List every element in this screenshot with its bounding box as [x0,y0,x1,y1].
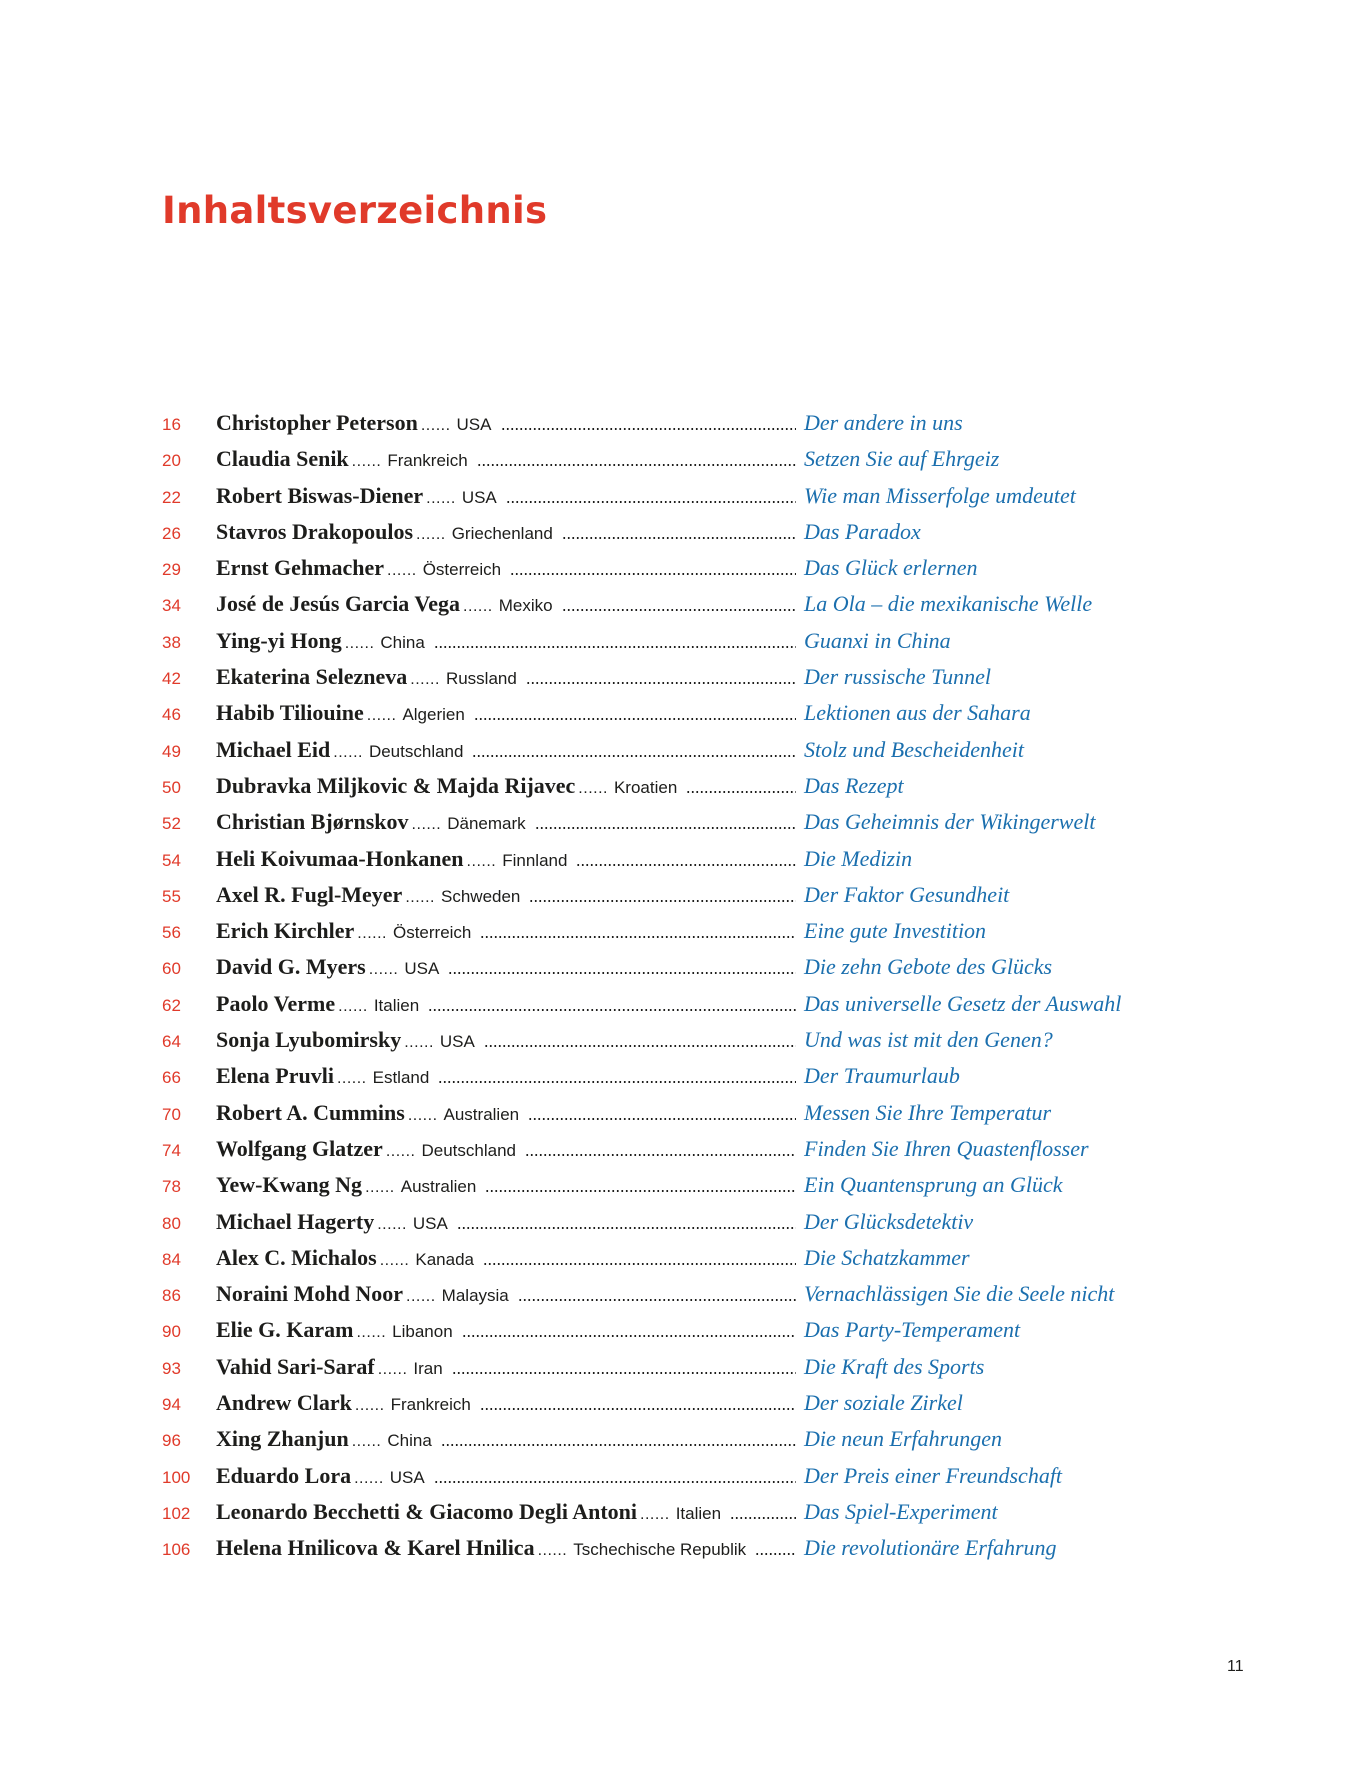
toc-author: Noraini Mohd Noor [216,1281,403,1307]
toc-author: José de Jesús Garcia Vega [216,591,461,617]
toc-author: Christian Bjørnskov [216,809,409,835]
toc-chapter-title: Wie man Misserfolge umdeutet [804,482,1076,508]
toc-page-number: 34 [162,596,181,616]
toc-chapter-title: Guanxi in China [804,627,951,653]
toc-country: Libanon [392,1322,453,1342]
toc-author-block [216,1281,798,1307]
toc-page-number: 74 [162,1140,181,1160]
toc-chapter-title: Das Paradox [804,518,921,544]
toc-page-number: 102 [162,1503,191,1523]
toc-author-block [216,1535,798,1561]
toc-separator: ...... [410,671,440,689]
toc-author-block [216,1100,798,1126]
toc-dot-leader [457,1227,796,1229]
toc-separator: ...... [407,1106,438,1124]
toc-dot-leader [518,1299,796,1301]
toc-country: Algerien [402,705,465,725]
toc-author: Ekaterina Selezneva [216,664,408,690]
toc-author: Robert A. Cummins [216,1099,405,1125]
toc-dot-leader [480,936,796,938]
toc-country: Deutschland [421,1140,516,1160]
toc-dot-leader [529,900,796,902]
toc-country: Kroatien [613,777,678,797]
toc-country: Dänemark [447,814,526,834]
toc-author: Claudia Senik [216,446,349,472]
toc-chapter-title: Die Schatzkammer [804,1244,970,1270]
toc-page-number: 86 [162,1286,181,1306]
toc-author-block [216,1245,798,1271]
toc-page-number: 93 [162,1358,181,1378]
toc-author-block [216,1354,798,1380]
toc-entry[interactable] [162,483,1122,519]
toc-chapter-title: Die revolutionäre Erfahrung [804,1535,1057,1561]
toc-page-number: 96 [162,1431,181,1451]
toc-entry[interactable] [162,1317,1122,1353]
toc-chapter-title: Stolz und Bescheidenheit [804,736,1024,762]
toc-author-block [216,1063,798,1089]
toc-separator: ...... [354,1397,385,1415]
toc-chapter-title: Das Party-Temperament [804,1317,1021,1343]
toc-dot-leader [438,1081,796,1083]
toc-dot-leader [434,1481,796,1483]
toc-entry[interactable] [162,1245,1122,1281]
toc-dot-leader [526,682,796,684]
toc-entry[interactable] [162,1136,1122,1172]
toc-separator: ...... [365,1179,395,1197]
toc-separator: ...... [406,1288,436,1306]
toc-country: China [380,632,425,652]
toc-separator: ...... [377,1215,407,1233]
toc-entry[interactable] [162,1100,1122,1136]
toc-author-block [216,1390,798,1416]
toc-author-block [216,773,798,799]
toc-author: Robert Biswas-Diener [216,482,424,508]
toc-page-number: 60 [162,959,181,979]
toc-author-block [216,991,798,1017]
toc-country: Australien [400,1177,477,1197]
toc-page-number: 100 [162,1467,191,1487]
toc-entry[interactable] [162,664,1122,700]
toc-author: Erich Kirchler [216,918,355,944]
toc-page-number: 20 [162,451,181,471]
toc-separator: ...... [344,634,375,652]
toc-dot-leader [484,1045,796,1047]
toc-entry[interactable] [162,628,1122,664]
toc-chapter-title: Die zehn Gebote des Glücks [804,954,1053,980]
toc-entry[interactable] [162,519,1122,555]
toc-country: Tschechische Republik [573,1540,747,1560]
toc-entry[interactable] [162,1535,1122,1571]
toc-entry[interactable] [162,809,1122,845]
toc-dot-leader [485,1190,796,1192]
toc-page-number: 46 [162,705,181,725]
toc-author-block [216,1499,798,1525]
toc-dot-leader [428,1009,796,1011]
toc-separator: ...... [463,598,493,616]
toc-country: Österreich [392,923,472,943]
toc-author-block [216,954,798,980]
toc-separator: ...... [333,743,363,761]
toc-author-block [216,846,798,872]
toc-country: Italien [373,995,420,1015]
toc-country: China [387,1431,432,1451]
toc-entry[interactable] [162,700,1122,736]
toc-country: Estland [372,1068,430,1088]
toc-page-number: 16 [162,415,181,434]
toc-author: Alex C. Michalos [216,1244,377,1270]
toc-author: Michael Hagerty [216,1208,375,1234]
toc-dot-leader [755,1553,796,1555]
toc-author: Michael Eid [216,736,331,762]
toc-page-number: 42 [162,669,181,689]
toc-chapter-title: Die neun Erfahrungen [804,1426,1002,1452]
toc-author-block [216,1463,798,1489]
toc-country: Iran [413,1358,443,1378]
toc-chapter-title: Das Glück erlernen [804,555,978,581]
toc-entry[interactable] [162,918,1122,954]
toc-dot-leader [441,1444,796,1446]
toc-author: Stavros Drakopoulos [216,518,414,544]
toc-country: Österreich [422,560,502,580]
toc-author-block [216,1136,798,1162]
toc-separator: ...... [351,453,382,471]
toc-entry[interactable] [162,1281,1122,1317]
toc-dot-leader [576,864,796,866]
toc-author-block [216,1172,798,1198]
toc-dot-leader [501,428,797,430]
toc-chapter-title: Der andere in uns [804,410,963,435]
toc-chapter-title: Das Rezept [804,772,904,798]
toc-entry[interactable] [162,737,1122,773]
toc-author: Heli Koivumaa-Honkanen [216,845,464,871]
toc-chapter-title: Messen Sie Ihre Temperatur [804,1099,1052,1125]
toc-chapter-title: Eine gute Investition [804,918,987,944]
toc-author: Helena Hnilicova & Karel Hnilica [216,1535,535,1561]
toc-dot-leader [480,1408,796,1410]
toc-separator: ...... [416,525,446,543]
toc-entry[interactable] [162,846,1122,882]
page-title: Inhaltsverzeichnis [162,189,548,232]
toc-author-block [216,737,798,763]
toc-dot-leader [562,537,796,539]
toc-author-block [216,483,798,509]
toc-separator: ...... [420,417,451,434]
toc-chapter-title: La Ola – die mexikanische Welle [804,591,1093,617]
toc-separator: ...... [578,779,608,797]
toc-country: Mexiko [498,596,553,616]
toc-entry[interactable] [162,591,1122,627]
toc-page-number: 78 [162,1177,181,1197]
toc-chapter-title: Die Kraft des Sports [804,1353,985,1379]
toc-author: Christopher Peterson [216,410,418,435]
toc-country: USA [461,487,497,507]
toc-country: Frankreich [387,451,468,471]
toc-separator: ...... [377,1360,408,1378]
toc-page-number: 54 [162,850,181,870]
toc-separator: ...... [338,997,368,1015]
toc-author: Leonardo Becchetti & Giacomo Degli Antoni [216,1498,638,1524]
toc-country: USA [404,959,440,979]
toc-page-number: 29 [162,560,181,580]
toc-page-number: 64 [162,1032,181,1052]
toc-chapter-title: Der Glücksdetektiv [804,1208,974,1234]
toc-dot-leader [472,755,796,757]
toc-chapter-title: Der russische Tunnel [804,664,991,690]
toc-chapter-title: Der Faktor Gesundheit [804,881,1010,907]
toc-page-number: 56 [162,923,181,943]
toc-page-number: 22 [162,487,181,507]
toc-separator: ...... [356,1324,387,1342]
toc-author: Elie G. Karam [216,1317,354,1343]
toc-author: Ernst Gehmacher [216,555,385,581]
toc-dot-leader [452,1372,796,1374]
toc-separator: ...... [405,888,435,906]
toc-chapter-title: Der Traumurlaub [804,1063,960,1089]
toc-page-number: 55 [162,886,181,906]
toc-entry[interactable] [162,991,1122,1027]
toc-author-block [216,918,798,944]
toc-country: USA [439,1032,475,1052]
toc-separator: ...... [366,707,397,725]
toc-chapter-title: Setzen Sie auf Ehrgeiz [804,446,1000,472]
toc-dot-leader [510,573,796,575]
toc-entry[interactable] [162,1499,1122,1535]
toc-separator: ...... [640,1505,670,1523]
toc-author-block [216,628,798,654]
toc-entry[interactable] [162,1027,1122,1063]
toc-separator: ...... [385,1142,416,1160]
toc-page-number: 49 [162,741,181,761]
toc-separator: ...... [354,1469,384,1487]
toc-country: Finnland [502,850,568,870]
toc-dot-leader [434,646,796,648]
toc-page-number: 84 [162,1249,181,1269]
toc-chapter-title: Das Spiel-Experiment [804,1498,998,1524]
toc-entry[interactable] [162,882,1122,918]
toc-separator: ...... [351,1433,382,1451]
toc-country: USA [456,415,492,434]
toc-chapter-title: Vernachlässigen Sie die Seele nicht [804,1281,1115,1307]
toc-country: Deutschland [368,741,464,761]
toc-chapter-title: Und was ist mit den Genen? [804,1027,1053,1053]
toc-chapter-title: Das universelle Gesetz der Auswahl [804,990,1122,1016]
toc-separator: ...... [537,1542,568,1560]
toc-page-number: 62 [162,995,181,1015]
toc-entry[interactable] [162,1063,1122,1099]
toc-author-block [216,882,798,908]
toc-author-block [216,519,798,545]
toc-separator: ...... [336,1070,367,1088]
toc-country: Australien [443,1104,520,1124]
toc-page-number: 90 [162,1322,181,1342]
toc-entry[interactable] [162,1209,1122,1245]
toc-separator: ...... [426,489,456,507]
toc-author: Yew-Kwang Ng [216,1172,363,1198]
toc-page-number: 26 [162,523,181,543]
toc-author-block [216,809,798,835]
toc-author: Wolfgang Glatzer [216,1135,383,1161]
toc-author-block [216,591,798,617]
toc-dot-leader [730,1517,796,1519]
toc-country: Russland [445,669,517,689]
toc-author: Vahid Sari-Saraf [216,1353,375,1379]
toc-author: Ying-yi Hong [216,627,342,653]
toc-page-number: 52 [162,814,181,834]
toc-entry[interactable] [162,1426,1122,1462]
toc-country: Griechenland [451,523,553,543]
toc-page-number: 38 [162,632,181,652]
toc-entry[interactable] [162,555,1122,591]
toc-dot-leader [535,827,796,829]
toc-dot-leader [525,1154,796,1156]
toc-country: USA [389,1467,425,1487]
toc-chapter-title: Lektionen aus der Sahara [804,700,1031,726]
toc-page-number: 80 [162,1213,181,1233]
toc-chapter-title: Finden Sie Ihren Quastenflosser [804,1135,1089,1161]
toc-separator: ...... [368,961,399,979]
toc-country: Kanada [415,1249,474,1269]
toc-author-block [216,446,798,472]
toc-page-number: 50 [162,777,181,797]
toc-author: David G. Myers [216,954,366,980]
toc-country: Schweden [441,886,521,906]
toc-entry[interactable] [162,773,1122,809]
toc-author-block [216,700,798,726]
toc-separator: ...... [404,1034,434,1052]
toc-country: Italien [675,1503,722,1523]
toc-page-number: 66 [162,1068,181,1088]
toc-author: Elena Pruvli [216,1063,334,1089]
toc-entry[interactable] [162,446,1122,482]
toc-country: Frankreich [390,1395,471,1415]
page-number: 11 [1227,1658,1244,1675]
toc-chapter-title: Ein Quantensprung an Glück [804,1172,1063,1198]
toc-separator: ...... [357,925,387,943]
toc-entry[interactable] [162,1390,1122,1426]
toc-page-number: 70 [162,1104,181,1124]
toc-entry[interactable] [162,1172,1122,1208]
toc-separator: ...... [379,1251,410,1269]
toc-country: USA [412,1213,448,1233]
toc-author-block [216,1426,798,1452]
toc-entry[interactable] [162,954,1122,990]
toc-chapter-title: Die Medizin [804,845,913,871]
toc-list [162,410,1122,1572]
toc-author: Habib Tiliouine [216,700,364,726]
toc-dot-leader [562,609,796,611]
toc-dot-leader [477,464,796,466]
toc-author-block [216,664,798,690]
toc-author-block [216,410,798,436]
toc-author: Andrew Clark [216,1390,352,1416]
toc-author: Eduardo Lora [216,1462,352,1488]
toc-author-block [216,1209,798,1235]
toc-dot-leader [506,501,796,503]
toc-author-block [216,1027,798,1053]
toc-author: Xing Zhanjun [216,1426,349,1452]
toc-separator: ...... [466,852,497,870]
toc-chapter-title: Der Preis einer Freundschaft [804,1462,1063,1488]
toc-dot-leader [528,1118,796,1120]
toc-dot-leader [474,718,796,720]
toc-page-number: 94 [162,1395,181,1415]
toc-chapter-title: Der soziale Zirkel [804,1390,963,1416]
toc-dot-leader [483,1263,796,1265]
toc-author-block [216,555,798,581]
toc-chapter-title: Das Geheimnis der Wikingerwelt [804,809,1096,835]
toc-separator: ...... [387,562,417,580]
toc-dot-leader [686,791,796,793]
toc-entry[interactable] [162,1354,1122,1390]
toc-author: Paolo Verme [216,990,336,1016]
toc-entry[interactable] [162,410,1122,446]
toc-separator: ...... [411,816,442,834]
toc-dot-leader [448,972,796,974]
toc-author: Sonja Lyubomirsky [216,1027,402,1053]
toc-dot-leader [462,1335,796,1337]
toc-entry[interactable] [162,1463,1122,1499]
toc-page-number: 106 [162,1540,191,1560]
toc-author: Dubravka Miljkovic & Majda Rijavec [216,772,576,798]
toc-country: Malaysia [441,1286,509,1306]
toc-author: Axel R. Fugl-Meyer [216,881,403,907]
toc-author-block [216,1317,798,1343]
